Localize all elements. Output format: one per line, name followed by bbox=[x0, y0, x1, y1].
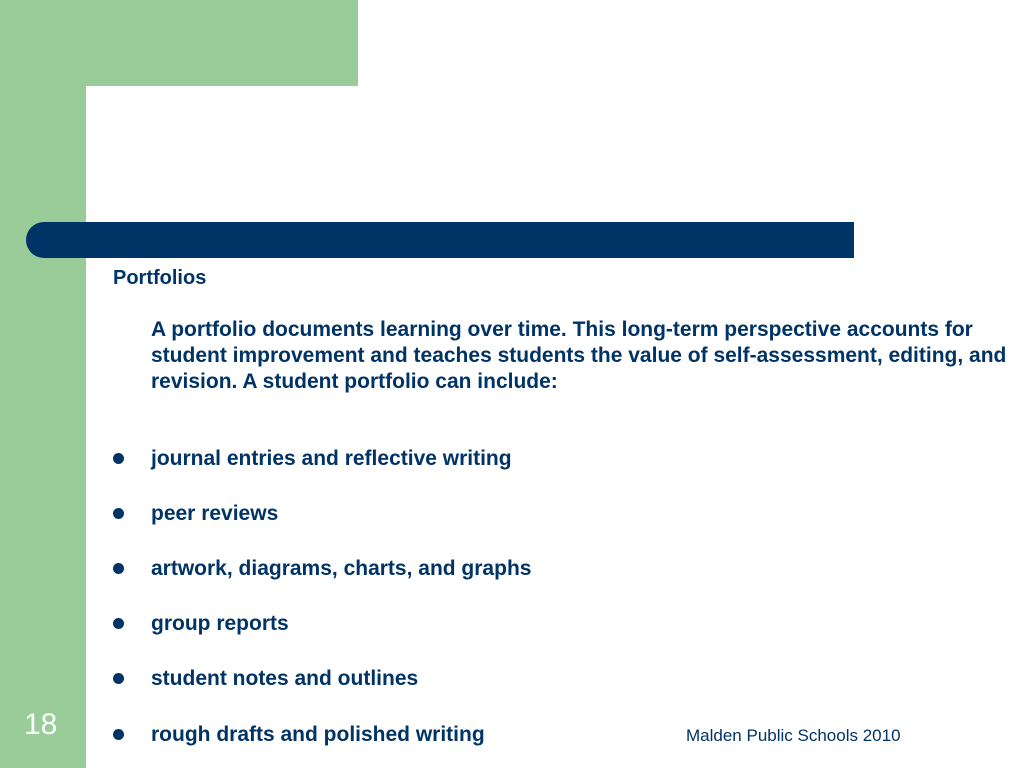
bullet-icon bbox=[113, 453, 124, 464]
list-item-text: student notes and outlines bbox=[151, 667, 419, 690]
list-item-text: group reports bbox=[151, 612, 289, 635]
content-corner bbox=[86, 86, 146, 146]
left-green-band bbox=[0, 0, 86, 768]
list-item-text: rough drafts and polished writing bbox=[151, 723, 485, 746]
bullet-icon bbox=[113, 729, 124, 740]
bullet-icon bbox=[113, 563, 124, 574]
list-item-text: journal entries and reflective writing bbox=[151, 447, 512, 470]
slide-title: Portfolios bbox=[113, 267, 207, 289]
intro-paragraph: A portfolio documents learning over time. This long-term perspective accounts for student improvement and teaches students the value of self-assessment, editing, and revision. A student portfolio can include: bbox=[151, 318, 1007, 393]
bullet-icon bbox=[113, 618, 124, 629]
title-divider-bar bbox=[26, 222, 854, 258]
bullet-icon bbox=[113, 673, 124, 684]
footer-text: Malden Public Schools 2010 bbox=[686, 726, 901, 745]
list-item-text: peer reviews bbox=[151, 502, 279, 525]
list-item-text: artwork, diagrams, charts, and graphs bbox=[151, 557, 532, 580]
bullet-icon bbox=[113, 508, 124, 519]
top-green-band bbox=[0, 0, 358, 86]
slide-number: 18 bbox=[24, 708, 58, 741]
